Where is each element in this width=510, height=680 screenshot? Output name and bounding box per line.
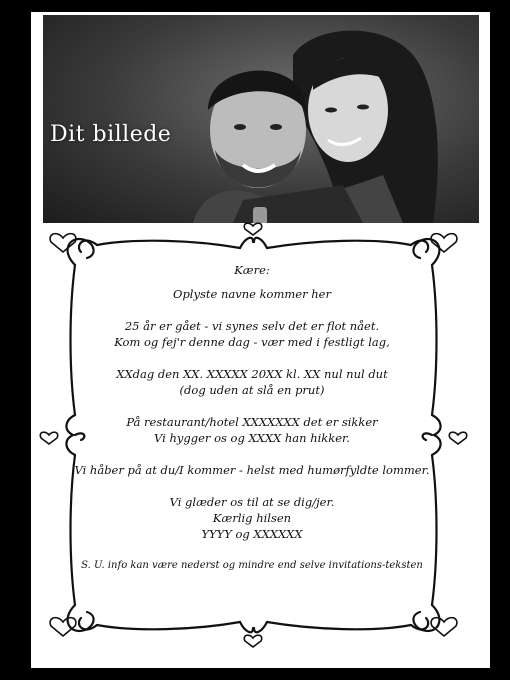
photo-caption: Dit billede (50, 122, 172, 147)
names-line: Oplyste navne kommer her (173, 287, 331, 301)
couple-photo-image (43, 15, 479, 223)
photo-placeholder[interactable] (43, 15, 479, 223)
salutation: Kære: (234, 263, 270, 277)
closing-line-3: YYYY og XXXXXX (201, 527, 303, 541)
invitation-text (62, 262, 442, 574)
date-line-1: XXdag den XX. XXXXX 20XX kl. XX nul nul dut (116, 367, 388, 381)
venue-line-1: På restaurant/hotel XXXXXXX det er sikker (126, 415, 378, 429)
hope-line: Vi håber på at du/I kommer - helst med humørfyldte lommer. (74, 463, 430, 477)
verse-line-2: Kom og fej'r denne dag - vær med i festligt lag, (114, 335, 390, 349)
verse-line-1: 25 år er gået - vi synes selv det er flot nået. (124, 319, 380, 333)
date-line-2: (dog uden at slå en prut) (179, 383, 325, 397)
footnote: S. U. info kan være nederst og mindre end selve invitations-teksten (81, 560, 423, 571)
closing-line-1: Vi glæder os til at se dig/jer. (169, 495, 335, 509)
closing-line-2: Kærlig hilsen (212, 511, 292, 525)
venue-line-2: Vi hygger os og XXXX han hikker. (154, 431, 350, 445)
